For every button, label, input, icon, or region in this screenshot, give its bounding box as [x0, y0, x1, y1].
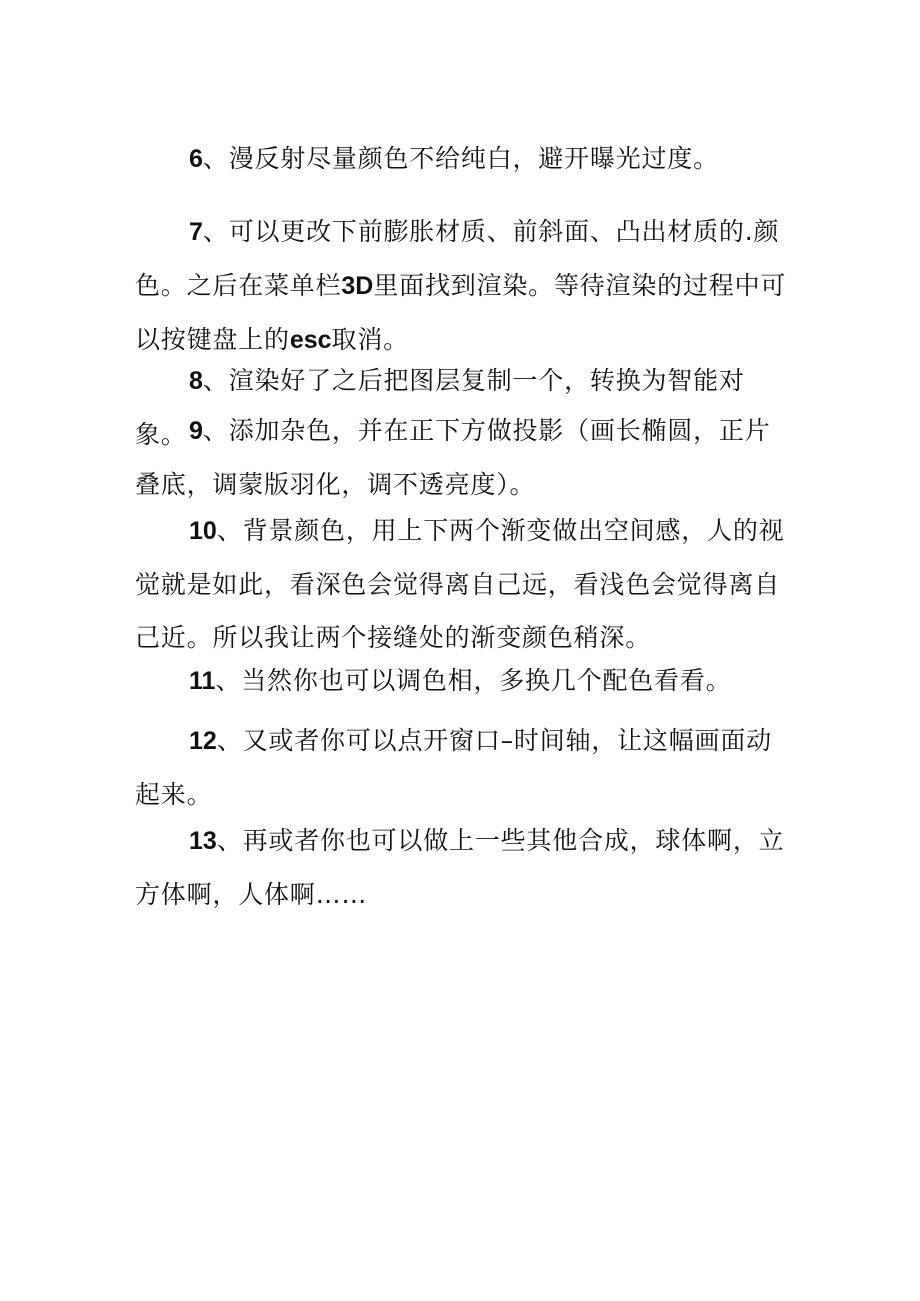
item-text: 、再或者你也可以做上一些其他合成，球体啊，立方体啊，人体啊…… — [135, 826, 785, 909]
bold-term: 3D — [341, 272, 374, 300]
item-number: 7 — [189, 218, 203, 246]
item-text: 、背景颜色，用上下两个渐变做出空间感，人的视觉就是如此，看深色会觉得离自己远，看浅色会觉得离自己近。所以我让两个接缝处的渐变颜色稍深。 — [135, 516, 785, 652]
item-text: 、漫反射尽量颜色不给纯白，避开曝光过度。 — [202, 144, 719, 173]
list-item-9 — [135, 404, 795, 511]
item-number: 6 — [189, 145, 203, 173]
list-item-13 — [135, 814, 795, 921]
list-item-12 — [135, 714, 795, 821]
list-item-6 — [135, 132, 795, 186]
item-text: 里面找到渲染。等待渲染的过程中可以按键盘上的 — [135, 271, 787, 354]
item-text: 、又或者你可以点开窗口–时间轴，让这幅画面动起来。 — [135, 726, 772, 809]
item-text: 、渲染好了之后把图层复制一个，转换为智能对象。 — [135, 366, 745, 449]
bold-term: esc — [289, 326, 332, 354]
item-text: 、可以更改下前膨胀材质、前斜面、凸出材质的.颜色。之后在菜单栏 — [135, 217, 780, 300]
item-number: 10 — [189, 517, 217, 545]
item-number: 8 — [189, 367, 203, 395]
list-item-11 — [135, 654, 795, 708]
item-text: 、添加杂色，并在正下方做投影（画长椭圆，正片叠底，调蒙版羽化，调不透亮度）。 — [135, 416, 771, 499]
item-number: 12 — [189, 727, 217, 755]
item-text: 取消。 — [331, 325, 409, 354]
item-number: 9 — [189, 417, 203, 445]
list-item-10 — [135, 504, 795, 664]
item-number: 13 — [189, 827, 217, 855]
item-number: 11 — [189, 667, 216, 695]
item-text: 、当然你也可以调色相，多换几个配色看看。 — [215, 666, 732, 695]
list-item-7 — [135, 205, 795, 367]
